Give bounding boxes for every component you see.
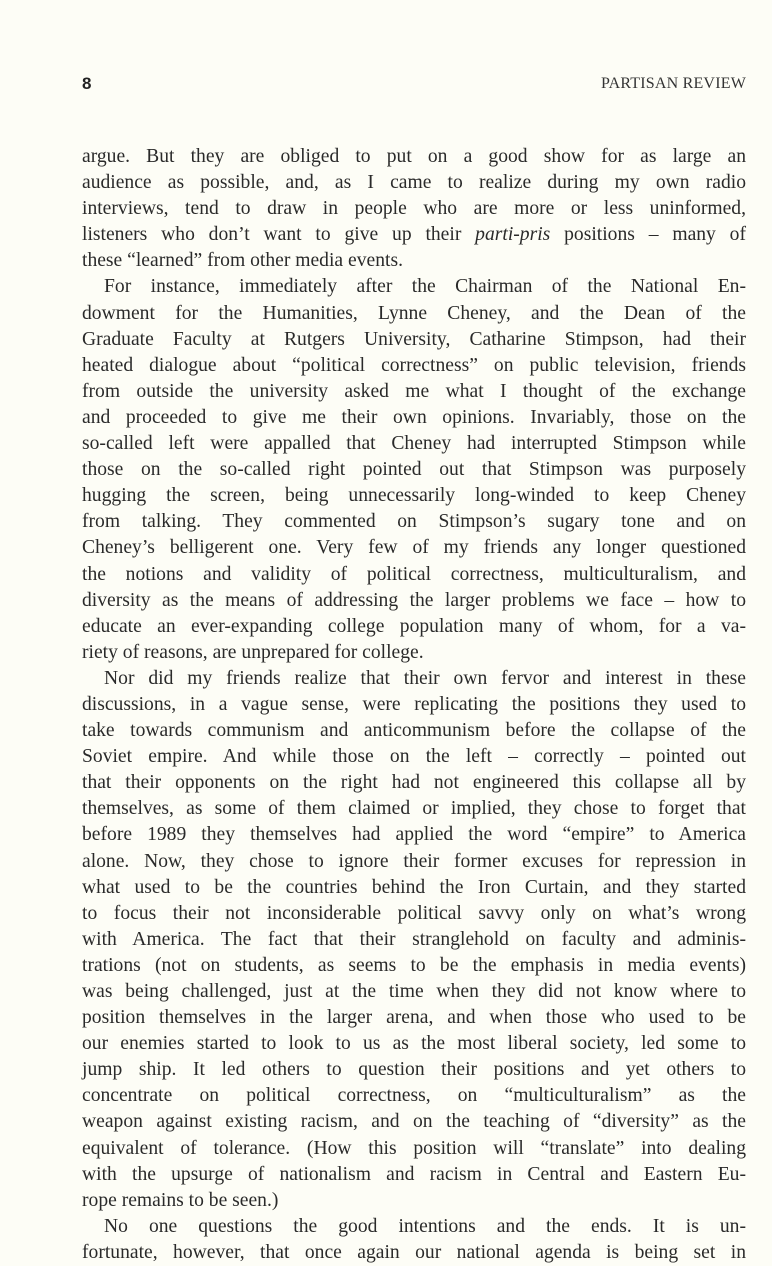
text-segment: positions – many of	[550, 224, 746, 246]
body-text	[82, 144, 746, 1266]
text-line: discussions, in a vague sense, were replicating the positions they used to	[82, 693, 746, 715]
running-head: PARTISAN REVIEW	[600, 75, 746, 92]
paragraph	[82, 1214, 746, 1266]
text-line: our enemies started to look to us as the most liberal society, led some to	[82, 1033, 746, 1055]
text-line: weapon against existing racism, and on the teaching of “diversity” as the	[82, 1111, 746, 1133]
text-line: so-called left were appalled that Cheney had interrupted Stimpson while	[82, 433, 746, 455]
text-line: No one questions the good intentions and the ends. It is un-	[104, 1215, 746, 1237]
text-line: trations (not on students, as seems to be the emphasis in media events)	[82, 954, 746, 976]
text-line: fortunate, however, that once again our national agenda is being set in	[82, 1241, 746, 1263]
text-line: For instance, immediately after the Chairman of the National En-	[104, 276, 746, 298]
text-line: from talking. They commented on Stimpson’s sugary tone and on	[82, 511, 746, 533]
text-line: that their opponents on the right had not engineered this collapse all by	[82, 772, 746, 794]
text-line: rope remains to be seen.)	[82, 1189, 279, 1211]
text-line: what used to be the countries behind the Iron Curtain, and they started	[82, 876, 746, 898]
paragraph	[82, 274, 746, 665]
text-line: with the upsurge of nationalism and racism in Central and Eastern Eu-	[82, 1163, 746, 1185]
text-line: hugging the screen, being unnecessarily long-winded to keep Cheney	[82, 485, 746, 507]
text-line: jump ship. It led others to question their positions and yet others to	[82, 1059, 746, 1081]
italic-term: parti-pris	[475, 224, 551, 246]
text-line: riety of reasons, are unprepared for college.	[82, 641, 424, 663]
text-line: position themselves in the larger arena, and when those who used to be	[82, 1007, 746, 1029]
text-line: before 1989 they themselves had applied the word “empire” to America	[82, 824, 746, 846]
text-line: heated dialogue about “political correctness” on public television, friends	[82, 354, 746, 376]
paragraph	[82, 666, 746, 1214]
text-line: the notions and validity of political correctness, multiculturalism, and	[82, 563, 746, 585]
text-line: these “learned” from other media events.	[82, 250, 403, 272]
text-line: dowment for the Humanities, Lynne Cheney, and the Dean of the	[82, 302, 746, 324]
text-line: argue. But they are obliged to put on a good show for as large an	[82, 146, 746, 167]
text-line: concentrate on political correctness, on “multiculturalism” as the	[82, 1085, 746, 1107]
text-line: to focus their not inconsiderable political savvy only on what’s wrong	[82, 902, 746, 924]
text-line: and proceeded to give me their own opinions. Invariably, those on the	[82, 406, 746, 428]
text-line: with America. The fact that their stranglehold on faculty and adminis-	[82, 928, 746, 950]
text-segment: listeners who don’t want to give up their	[82, 224, 476, 246]
text-line: take towards communism and anticommunism before the collapse of the	[82, 720, 746, 742]
text-line	[82, 222, 746, 248]
paragraph	[82, 144, 746, 274]
text-line: Soviet empire. And while those on the left – correctly – pointed out	[82, 746, 746, 768]
page-header	[82, 74, 746, 98]
text-line: interviews, tend to draw in people who are more or less uninformed,	[82, 198, 746, 220]
text-line: Nor did my friends realize that their own fervor and interest in these	[104, 667, 746, 689]
page-number: 8	[82, 74, 92, 93]
text-line: Cheney’s belligerent one. Very few of my friends any longer questioned	[82, 537, 746, 559]
text-line: diversity as the means of addressing the larger problems we face – how to	[82, 589, 746, 611]
text-line: those on the so-called right pointed out that Stimpson was purposely	[82, 459, 746, 481]
text-line: alone. Now, they chose to ignore their former excuses for repression in	[82, 850, 746, 872]
text-line: was being challenged, just at the time when they did not know where to	[82, 981, 746, 1002]
text-line: from outside the university asked me what I thought of the exchange	[82, 380, 746, 402]
text-line: educate an ever-expanding college population many of whom, for a va-	[82, 615, 746, 637]
text-line: Graduate Faculty at Rutgers University, Catharine Stimpson, had their	[82, 328, 746, 350]
text-line: audience as possible, and, as I came to realize during my own radio	[82, 172, 746, 194]
text-line: themselves, as some of them claimed or implied, they chose to forget that	[82, 798, 746, 820]
text-line: equivalent of tolerance. (How this position will “translate” into dealing	[82, 1137, 746, 1159]
